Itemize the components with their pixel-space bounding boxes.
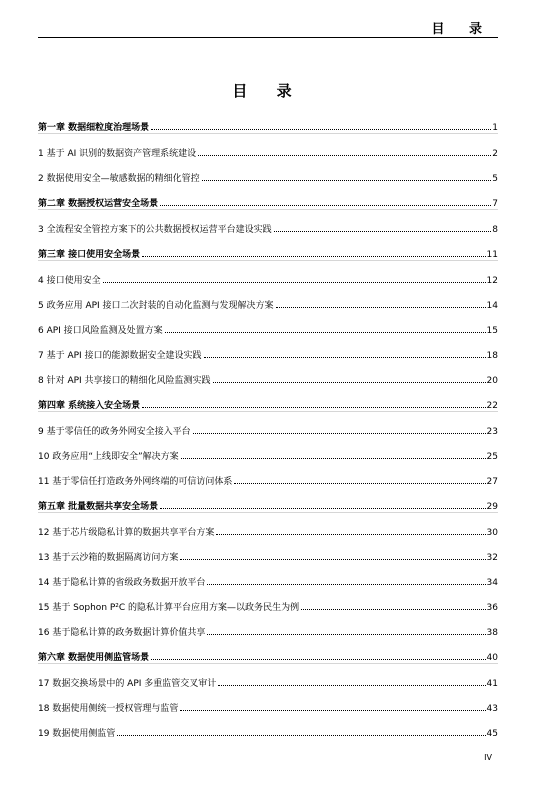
toc-entry-page: 40 <box>486 653 498 663</box>
toc-entry-page: 7 <box>492 199 498 209</box>
toc-section-entry[interactable] <box>38 159 498 184</box>
toc-entry-page: 22 <box>486 401 498 411</box>
toc-entry-title: 10 政务应用“上线即安全”解决方案 <box>38 449 180 462</box>
toc-entry-title: 14 基于隐私计算的省级政务数据开放平台 <box>38 575 206 588</box>
toc-entry-title: 3 全流程安全管控方案下的公共数据授权运营平台建设实践 <box>38 222 273 235</box>
toc-leader-dots <box>202 179 492 181</box>
toc-entry-title: 12 基于芯片级隐私计算的数据共享平台方案 <box>38 525 215 538</box>
toc-section-entry[interactable] <box>38 462 498 487</box>
toc-chapter-entry[interactable] <box>38 108 498 134</box>
toc-section-entry[interactable] <box>38 513 498 538</box>
toc-leader-dots <box>103 281 486 283</box>
header-rule <box>38 37 498 38</box>
toc-leader-dots <box>151 128 491 130</box>
toc-entry-title: 第五章 批量数据共享安全场景 <box>38 499 159 512</box>
toc-leader-dots <box>181 457 486 459</box>
toc-section-entry[interactable] <box>38 311 498 336</box>
toc-section-entry[interactable] <box>38 613 498 638</box>
toc-leader-dots <box>142 406 485 408</box>
toc-leader-dots <box>142 255 485 257</box>
toc-entry-page: 34 <box>486 578 498 588</box>
toc-entry-page: 15 <box>486 326 498 336</box>
toc-entry-page: 20 <box>486 376 498 386</box>
toc-leader-dots <box>165 331 486 333</box>
toc-entry-title: 第三章 接口使用安全场景 <box>38 247 141 260</box>
toc-leader-dots <box>117 734 485 736</box>
toc-entry-title: 6 API 接口风险监测及处置方案 <box>38 323 164 336</box>
toc-leader-dots <box>180 709 485 711</box>
toc-section-entry[interactable] <box>38 664 498 689</box>
toc-section-entry[interactable] <box>38 336 498 361</box>
toc-chapter-entry[interactable] <box>38 235 498 261</box>
toc-entry-title: 15 基于 Sophon P²C 的隐私计算平台应用方案—以政务民生为例 <box>38 600 300 613</box>
toc-leader-dots <box>193 432 486 434</box>
toc-entry-title: 19 数据使用侧监管 <box>38 726 116 739</box>
toc-leader-dots <box>204 356 486 358</box>
toc-chapter-entry[interactable] <box>38 487 498 513</box>
toc-section-entry[interactable] <box>38 714 498 739</box>
toc-leader-dots <box>216 533 485 535</box>
toc-leader-dots <box>218 684 485 686</box>
toc-entry-page: 30 <box>486 528 498 538</box>
toc-entry-title: 11 基于零信任打造政务外网终端的可信访问体系 <box>38 474 233 487</box>
toc-section-entry[interactable] <box>38 563 498 588</box>
page-number: IV <box>484 753 492 762</box>
toc-entry-title: 18 数据使用侧统一授权管理与监管 <box>38 701 179 714</box>
toc-leader-dots <box>276 306 486 308</box>
toc-entry-page: 38 <box>486 628 498 638</box>
toc-entry-page: 29 <box>486 502 498 512</box>
toc-entry-title: 第一章 数据细粒度治理场景 <box>38 120 150 133</box>
toc-entry-title: 8 针对 API 共享接口的精细化风险监测实践 <box>38 373 212 386</box>
running-header-title: 目 录 <box>431 22 492 37</box>
toc-entry-page: 41 <box>486 679 498 689</box>
toc-leader-dots <box>180 558 485 560</box>
toc-entry-page: 25 <box>486 452 498 462</box>
toc-leader-dots <box>198 154 491 156</box>
toc-leader-dots <box>160 204 491 206</box>
toc-leader-dots <box>234 482 485 484</box>
toc-entry-title: 第六章 数据使用侧监管场景 <box>38 650 150 663</box>
toc-leader-dots <box>160 507 485 509</box>
toc-entry-page: 1 <box>492 123 498 133</box>
toc-entry-title: 第四章 系统接入安全场景 <box>38 398 141 411</box>
toc-entry-page: 45 <box>486 729 498 739</box>
toc-section-entry[interactable] <box>38 361 498 386</box>
toc-entry-title: 17 数据交换场景中的 API 多重监管交叉审计 <box>38 676 217 689</box>
toc-leader-dots <box>301 608 485 610</box>
toc-leader-dots <box>207 633 485 635</box>
toc-section-entry[interactable] <box>38 538 498 563</box>
toc-section-entry[interactable] <box>38 588 498 613</box>
toc-leader-dots <box>207 583 485 585</box>
toc-entry-page: 12 <box>486 276 498 286</box>
toc-leader-dots <box>213 381 486 383</box>
table-of-contents <box>38 108 498 739</box>
toc-section-entry[interactable] <box>38 261 498 286</box>
toc-entry-page: 18 <box>486 351 498 361</box>
toc-entry-title: 7 基于 API 接口的能源数据安全建设实践 <box>38 348 203 361</box>
toc-entry-page: 14 <box>486 301 498 311</box>
toc-entry-title: 4 接口使用安全 <box>38 273 102 286</box>
toc-section-entry[interactable] <box>38 210 498 235</box>
toc-chapter-entry[interactable] <box>38 386 498 412</box>
toc-entry-title: 5 政务应用 API 接口二次封装的自动化监测与发现解决方案 <box>38 298 275 311</box>
toc-entry-page: 32 <box>486 553 498 563</box>
toc-entry-page: 43 <box>486 704 498 714</box>
toc-chapter-entry[interactable] <box>38 184 498 210</box>
toc-entry-title: 13 基于云沙箱的数据隔离访问方案 <box>38 550 179 563</box>
toc-entry-page: 5 <box>492 174 498 184</box>
toc-entry-page: 2 <box>492 149 498 159</box>
toc-entry-page: 11 <box>486 250 498 260</box>
toc-entry-title: 9 基于零信任的政务外网安全接入平台 <box>38 424 192 437</box>
toc-entry-title: 16 基于隐私计算的政务数据计算价值共享 <box>38 625 206 638</box>
toc-section-entry[interactable] <box>38 134 498 159</box>
toc-entry-page: 36 <box>486 603 498 613</box>
toc-entry-title: 2 数据使用安全—敏感数据的精细化管控 <box>38 171 201 184</box>
toc-title: 目 录 <box>232 82 304 100</box>
toc-leader-dots <box>151 658 485 660</box>
toc-entry-page: 27 <box>486 477 498 487</box>
toc-leader-dots <box>274 230 492 232</box>
toc-section-entry[interactable] <box>38 412 498 437</box>
toc-entry-page: 23 <box>486 427 498 437</box>
toc-chapter-entry[interactable] <box>38 638 498 664</box>
toc-section-entry[interactable] <box>38 286 498 311</box>
toc-section-entry[interactable] <box>38 437 498 462</box>
toc-section-entry[interactable] <box>38 689 498 714</box>
toc-entry-title: 第二章 数据授权运营安全场景 <box>38 196 159 209</box>
toc-entry-page: 8 <box>492 225 498 235</box>
toc-entry-title: 1 基于 AI 识别的数据资产管理系统建设 <box>38 146 197 159</box>
